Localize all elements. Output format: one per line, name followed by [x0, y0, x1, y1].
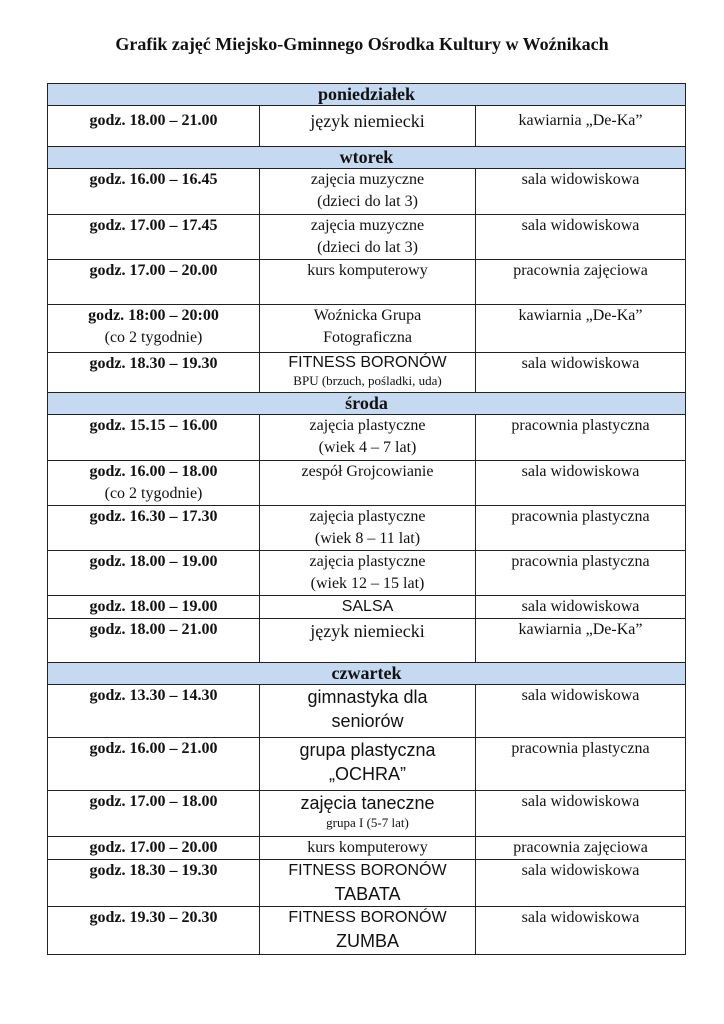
activity-cell: Woźnicka Grupa Fotograficzna — [260, 305, 476, 353]
place-cell: sala widowiskowa — [476, 353, 686, 393]
time-cell: godz. 16.00 – 18.00 (co 2 tygodnie) — [48, 461, 260, 506]
place-cell: sala widowiskowa — [476, 907, 686, 955]
time-cell: godz. 18.00 – 21.00 — [48, 106, 260, 147]
table-row — [48, 415, 686, 461]
time-cell: godz. 17.00 – 18.00 — [48, 791, 260, 837]
place-cell: pracownia zajęciowa — [476, 837, 686, 860]
place-cell: sala widowiskowa — [476, 596, 686, 619]
place-cell: sala widowiskowa — [476, 685, 686, 738]
table-row — [48, 353, 686, 393]
activity-cell: zajęcia muzyczne (dzieci do lat 3) — [260, 215, 476, 260]
day-header-thursday: czwartek — [48, 663, 686, 685]
activity-cell: język niemiecki — [260, 619, 476, 663]
time-cell: godz. 16.00 – 21.00 — [48, 738, 260, 791]
day-header-wednesday: środa — [48, 393, 686, 415]
activity-cell: kurs komputerowy — [260, 260, 476, 305]
place-cell: sala widowiskowa — [476, 791, 686, 837]
table-row — [48, 738, 686, 791]
place-cell: pracownia plastyczna — [476, 506, 686, 551]
place-cell: sala widowiskowa — [476, 461, 686, 506]
table-row — [48, 596, 686, 619]
table-row — [48, 260, 686, 305]
table-row — [48, 837, 686, 860]
table-row — [48, 215, 686, 260]
place-cell: sala widowiskowa — [476, 169, 686, 215]
place-cell: pracownia plastyczna — [476, 738, 686, 791]
activity-cell: kurs komputerowy — [260, 837, 476, 860]
table-row — [48, 685, 686, 738]
table-row — [48, 106, 686, 147]
table-row — [48, 506, 686, 551]
activity-cell: gimnastyka dla seniorów — [260, 685, 476, 738]
activity-cell: FITNESS BORONÓW ZUMBA — [260, 907, 476, 955]
place-cell: sala widowiskowa — [476, 860, 686, 907]
time-cell: godz. 18.00 – 21.00 — [48, 619, 260, 663]
table-row — [48, 619, 686, 663]
time-cell: godz. 16.00 – 16.45 — [48, 169, 260, 215]
day-header-monday: poniedziałek — [48, 84, 686, 106]
place-cell: kawiarnia „De-Ka” — [476, 619, 686, 663]
activity-cell: zajęcia plastyczne (wiek 4 – 7 lat) — [260, 415, 476, 461]
table-row — [48, 791, 686, 837]
time-cell: godz. 19.30 – 20.30 — [48, 907, 260, 955]
activity-cell: grupa plastyczna „OCHRA” — [260, 738, 476, 791]
place-cell: pracownia zajęciowa — [476, 260, 686, 305]
time-cell: godz. 18.30 – 19.30 — [48, 860, 260, 907]
time-cell: godz. 17.00 – 20.00 — [48, 837, 260, 860]
time-cell: godz. 18.00 – 19.00 — [48, 551, 260, 596]
day-header-tuesday: wtorek — [48, 147, 686, 169]
place-cell: pracownia plastyczna — [476, 415, 686, 461]
activity-cell: zajęcia taneczne grupa I (5-7 lat) — [260, 791, 476, 837]
time-cell: godz. 16.30 – 17.30 — [48, 506, 260, 551]
activity-cell: FITNESS BORONÓW TABATA — [260, 860, 476, 907]
time-cell: godz. 18.00 – 19.00 — [48, 596, 260, 619]
activity-cell: zajęcia muzyczne (dzieci do lat 3) — [260, 169, 476, 215]
place-cell: kawiarnia „De-Ka” — [476, 106, 686, 147]
place-cell: sala widowiskowa — [476, 215, 686, 260]
activity-cell: zajęcia plastyczne (wiek 8 – 11 lat) — [260, 506, 476, 551]
activity-cell: zajęcia plastyczne (wiek 12 – 15 lat) — [260, 551, 476, 596]
activity-cell: SALSA — [260, 596, 476, 619]
time-cell: godz. 13.30 – 14.30 — [48, 685, 260, 738]
table-row — [48, 461, 686, 506]
activity-cell: język niemiecki — [260, 106, 476, 147]
table-row — [48, 907, 686, 955]
time-cell: godz. 18.30 – 19.30 — [48, 353, 260, 393]
table-row — [48, 551, 686, 596]
time-cell: godz. 17.00 – 17.45 — [48, 215, 260, 260]
place-cell: pracownia plastyczna — [476, 551, 686, 596]
place-cell: kawiarnia „De-Ka” — [476, 305, 686, 353]
table-row — [48, 169, 686, 215]
time-cell: godz. 18:00 – 20:00 (co 2 tygodnie) — [48, 305, 260, 353]
time-cell: godz. 17.00 – 20.00 — [48, 260, 260, 305]
time-cell: godz. 15.15 – 16.00 — [48, 415, 260, 461]
page-title: Grafik zajęć Miejsko-Gminnego Ośrodka Kultury w Woźnikach — [115, 34, 609, 54]
table-row — [48, 305, 686, 353]
schedule-table — [47, 83, 686, 955]
activity-cell: zespół Grojcowianie — [260, 461, 476, 506]
activity-cell: FITNESS BORONÓW BPU (brzuch, pośladki, uda) — [260, 353, 476, 393]
table-row — [48, 860, 686, 907]
